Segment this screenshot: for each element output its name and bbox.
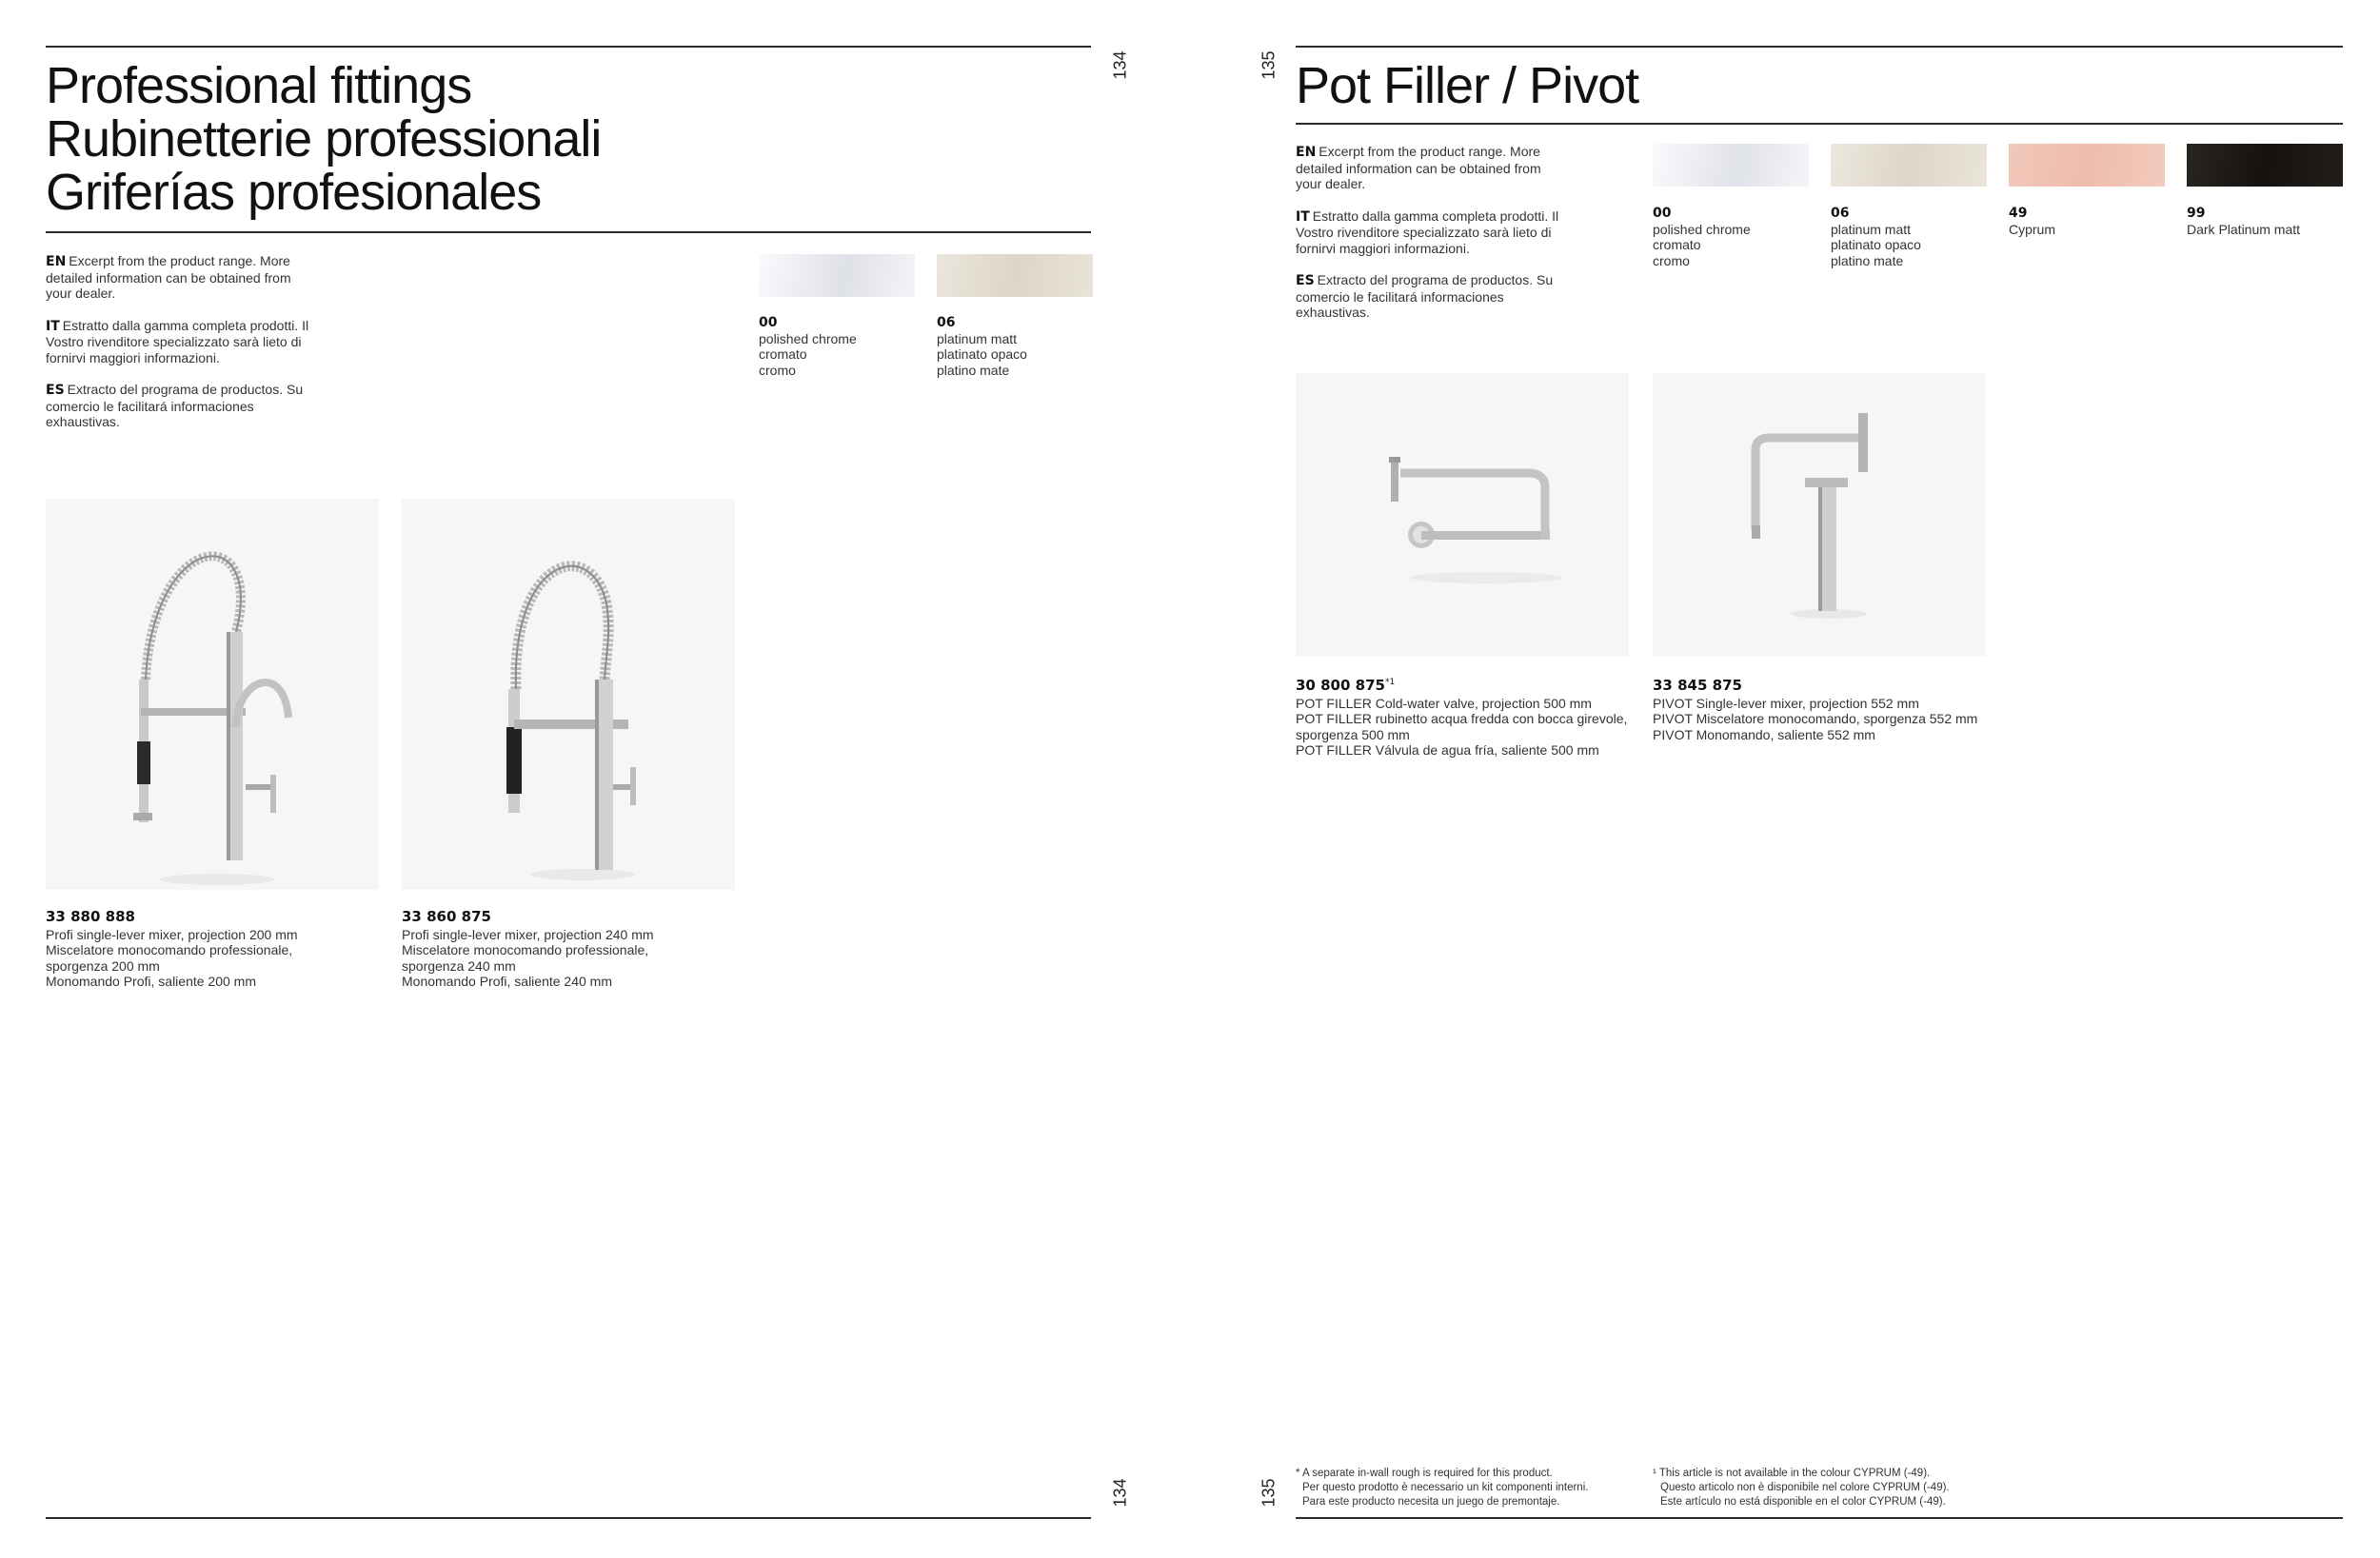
left-page-number: 134 [1110, 50, 1130, 80]
left-bottom-rule [46, 1517, 1091, 1519]
product-code: 33 860 875 [402, 908, 491, 925]
title-line-es: Griferías profesionales [46, 164, 542, 221]
right-page-title: Pot Filler / Pivot [1296, 57, 1639, 114]
finish-swatch-dark-platinum [2187, 144, 2343, 187]
left-footer-page-number: 134 [1110, 1478, 1130, 1508]
intro-it: IT Estratto dalla gamma completa prodotti. Il Vostro rivenditore specializzato sarà lieto di fornirvi maggiori informazioni. [1296, 207, 1559, 256]
right-top-rule [1296, 46, 2343, 48]
product-code: 33 845 875 [1653, 677, 1742, 694]
title-line-it: Rubinetterie professionali [46, 110, 602, 168]
finish-swatch-platinum-matt [937, 254, 1093, 297]
right-footer-page-number: 135 [1259, 1478, 1279, 1508]
pot-filler-image [1296, 373, 1629, 656]
intro-en: EN Excerpt from the product range. More detailed information can be obtained from your dealer. [1296, 144, 1541, 191]
product-code: 33 880 888 [46, 908, 135, 925]
finish-swatch-cyprum [2009, 144, 2165, 187]
product-code: 30 800 875$^{*1}$ [1296, 677, 1396, 694]
footnote-cyprum: ¹ This article is not available in the colour CYPRUM (-49). Questo articolo non è disponibile nel colore CYPRUM (-49). Este artículo no está disponible en el color CYPRUM (-49). [1653, 1468, 1950, 1508]
product-33-860-875: 33 860 875 Profi single-lever mixer, projection 240 mm Miscelatore monocomando professionale, sporgenza 240 mm Monomando Profi, saliente 240 mm [402, 908, 654, 989]
finish-label-49: 49 Cyprum [2009, 206, 2056, 237]
right-bottom-rule [1296, 1517, 2343, 1519]
faucet-image [402, 499, 735, 890]
left-page-title [46, 59, 601, 219]
product-30-800-875: 30 800 875$^{*1}$ POT FILLER Cold-water valve, projection 500 mm POT FILLER rubinetto acqua fredda con bocca girevole, sporgenza 500 mm POT FILLER Válvula de agua fría, saliente 500 mm [1296, 677, 1628, 758]
left-top-rule [46, 46, 1091, 48]
pivot-image [1653, 373, 1986, 656]
product-33-845-875: 33 845 875 PIVOT Single-lever mixer, projection 552 mm PIVOT Miscelatore monocomando, sporgenza 552 mm PIVOT Monomando, saliente 552 mm [1653, 677, 1978, 742]
finish-label-99: 99 Dark Platinum matt [2187, 206, 2301, 237]
footnote-in-wall: * A separate in-wall rough is required for this product. Per questo prodotto è necessario un kit componenti interni. Para este producto necesita un juego de premontaje. [1296, 1468, 1589, 1508]
finish-label-06: 06 platinum matt platinato opaco platino mate [1831, 206, 1921, 268]
finish-swatch-chrome [1653, 144, 1809, 187]
intro-en: EN Excerpt from the product range. More detailed information can be obtained from your dealer. [46, 253, 291, 301]
finish-label-00: 00 polished chrome cromato cromo [1653, 206, 1751, 268]
right-title-rule [1296, 123, 2343, 125]
right-intro [1296, 144, 1562, 337]
intro-es: ES Extracto del programa de productos. Su comercio le facilitará informaciones exhaustivas. [46, 382, 304, 429]
finish-label-00: 00 polished chrome cromato cromo [759, 315, 857, 378]
finish-swatch-platinum-matt [1831, 144, 1987, 187]
finish-swatch-chrome [759, 254, 915, 297]
product-33-880-888: 33 880 888 Profi single-lever mixer, projection 200 mm Miscelatore monocomando professionale, sporgenza 200 mm Monomando Profi, saliente 200 mm [46, 908, 298, 989]
intro-it: IT Estratto dalla gamma completa prodotti. Il Vostro rivenditore specializzato sarà lieto di fornirvi maggiori informazioni. [46, 317, 309, 365]
faucet-image [46, 499, 379, 890]
title-line-en: Professional fittings [46, 57, 472, 114]
left-title-rule [46, 231, 1091, 233]
intro-es: ES Extracto del programa de productos. Su comercio le facilitará informaciones exhaustivas. [1296, 272, 1554, 320]
finish-label-06: 06 platinum matt platinato opaco platino mate [937, 315, 1027, 378]
right-page-number: 135 [1259, 50, 1279, 80]
left-intro [46, 253, 312, 446]
